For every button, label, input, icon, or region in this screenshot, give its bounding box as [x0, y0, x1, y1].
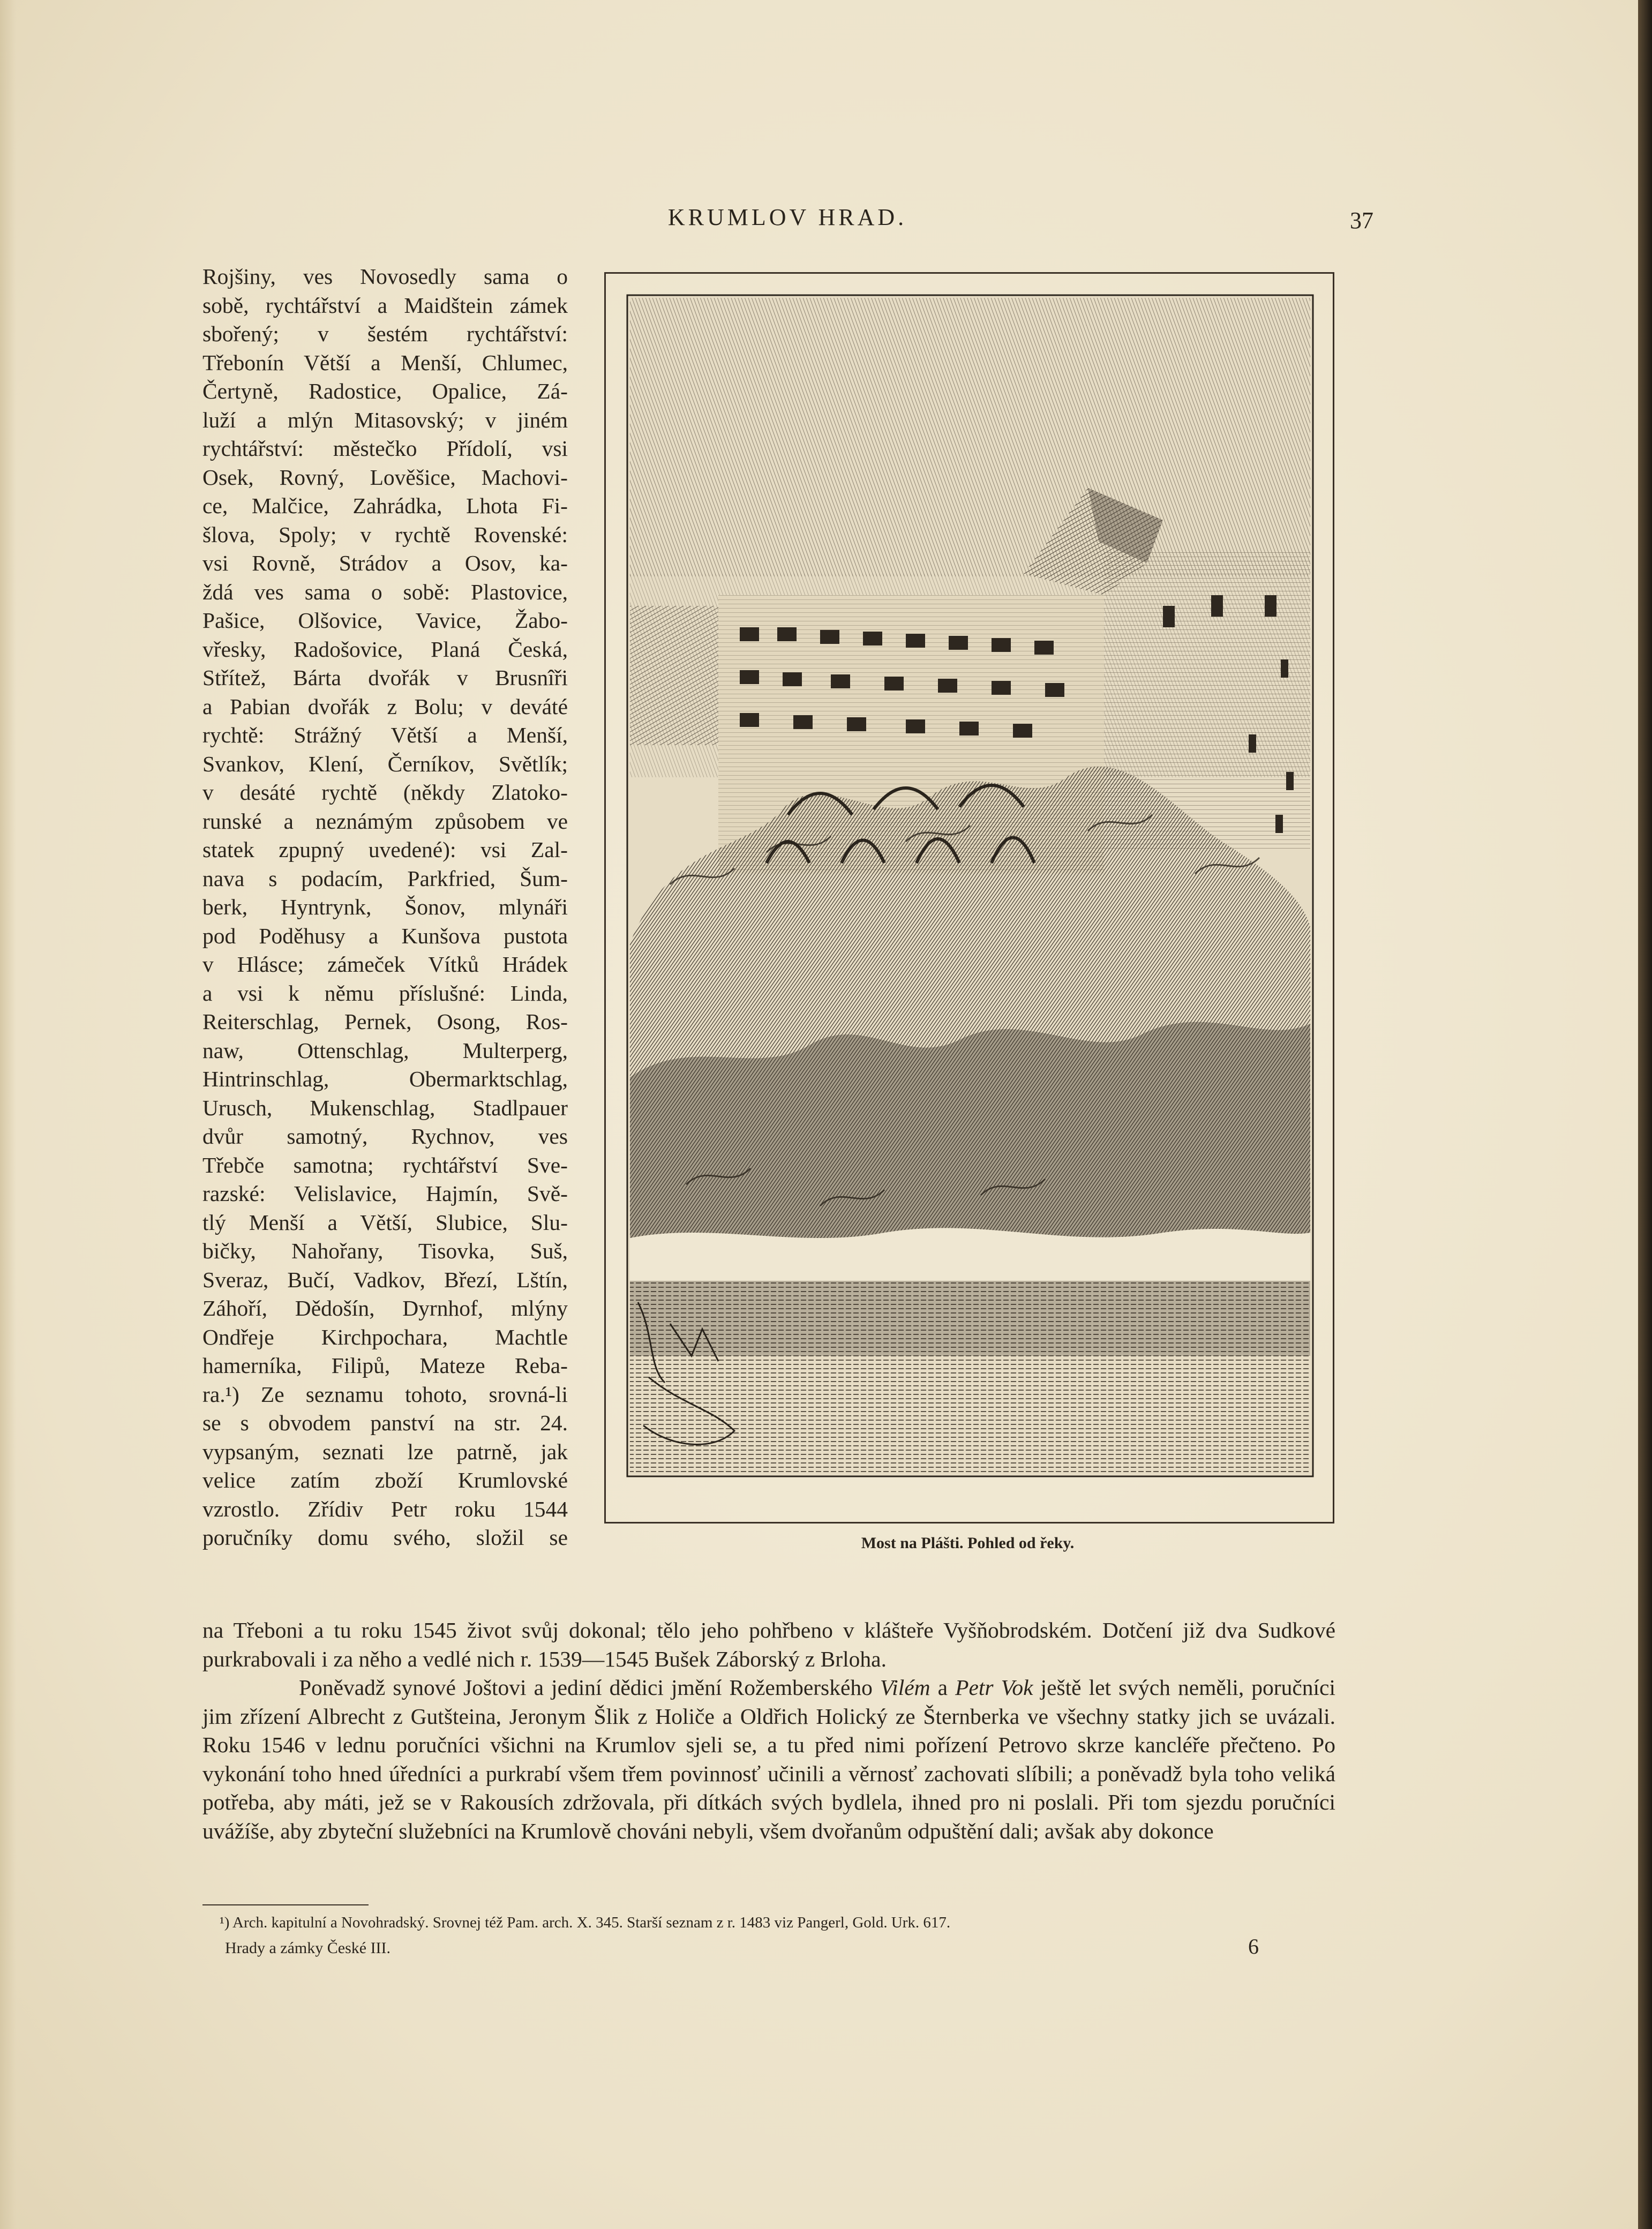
name-petr-vok: Petr Vok — [955, 1675, 1033, 1700]
text-line: velice zatím zboží Krumlovské — [202, 1468, 568, 1492]
paragraph-text-and: a — [930, 1675, 956, 1700]
text-line: Svankov, Klení, Černíkov, Světlík; — [202, 751, 568, 776]
text-line: v Hlásce; zámeček Vítků Hrádek — [202, 952, 568, 977]
text-line: tlý Menší a Větší, Slubice, Slu- — [202, 1210, 568, 1235]
text-line: bičky, Nahořany, Tisovka, Suš, — [202, 1239, 568, 1263]
text-line: poručníky domu svého, složil se — [202, 1525, 568, 1550]
page-edge-shadow — [1638, 0, 1652, 2229]
text-line: sobě, rychtářství a Maidštein zámek — [202, 292, 568, 318]
name-vilem: Vilém — [880, 1675, 930, 1700]
engraving-illustration — [606, 274, 1333, 1522]
left-text-column — [202, 262, 568, 1552]
page-number: 37 — [1350, 207, 1373, 234]
text-line: Osek, Rovný, Lověšice, Machovi- — [202, 464, 568, 490]
text-line: ce, Malčice, Zahrádka, Lhota Fi- — [202, 493, 568, 518]
text-line: Pašice, Olšovice, Vavice, Žabo- — [202, 608, 568, 633]
text-line: dvůr samotný, Rychnov, ves — [202, 1124, 568, 1149]
text-line: statek zpupný uvedené): vsi Zal- — [202, 837, 568, 862]
paragraph-text-start: Poněvadž synové Joštovi a jediní dědici jmění Rožemberského — [299, 1675, 880, 1700]
text-line: hamerníka, Filipů, Mateze Reba- — [202, 1353, 568, 1378]
text-line: Rojšiny, ves Novosedly sama o — [202, 264, 568, 289]
text-line: v desáté rychtě (někdy Zlatoko- — [202, 780, 568, 805]
paragraph-text-rest: ještě let svých neměli, poručníci jim zřízení Albrecht z Gutšteina, Jeronym Šlik z Holiče a Oldřich Holický ze Šternberka ve všechny statky jich se uvázali. Roku 1546 v lednu poručníci všichni na Krumlov sjeli se, a tu před nimi pořízení Petrovo skrze kancléře přečteno. Po vykonání toho hned úředníci a purkrabí všem třem povinnosť učinili a věrnosť zachovati slíbili; a poněvadž byla toho veliká potřeba, aby máti, jež se v Rakousích zdržovala, při dítkách svých bydlela, ihned pro ni poslali. Při tom sjezdu poručníci uvážíše, aby zbyteční služebníci na Krumlově chováni nebyli, všem dvořanům odpuštění dali; avšak aby dokonce — [202, 1675, 1336, 1843]
text-line: vypsaným, seznati lze patrně, jak — [202, 1439, 568, 1464]
running-title: KRUMLOV HRAD. — [667, 204, 907, 230]
text-line: razské: Velislavice, Hajmín, Svě- — [202, 1181, 568, 1206]
text-line: nava s podacím, Parkfried, Šum- — [202, 866, 568, 891]
text-line: rychtářství: městečko Přídolí, vsi — [202, 436, 568, 461]
footnote: ¹) Arch. kapitulní a Novohradský. Srovnej též Pam. arch. X. 345. Starší seznam z r. 1483 viz Pangerl, Gold. Urk. 617. — [220, 1914, 951, 1931]
text-line: Střítež, Bárta dvořák v Brusnîři — [202, 665, 568, 690]
text-line: ždá ves sama o sobě: Plastovice, — [202, 579, 568, 604]
text-line: berk, Hyntrynk, Šonov, mlynáři — [202, 895, 568, 919]
paragraph-continuation: na Třeboni a tu roku 1545 život svůj dokonal; tělo jeho pohřbeno v klášteře Vyšňobrodském. Dotčení již dva Sudkové purkrabovali i za něho a vedlé nich r. 1539—1545 Bušek Záborský z Brloha. — [202, 1618, 1335, 1671]
text-line: Ondřeje Kirchpochara, Machtle — [202, 1324, 568, 1349]
footnote-divider — [202, 1904, 369, 1905]
text-line: rychtě: Strážný Větší a Menší, — [202, 723, 568, 747]
text-line: ra.¹) Ze seznamu tohoto, srovná-li — [202, 1382, 568, 1407]
sheet-number: 6 — [1248, 1934, 1259, 1958]
printer-signature: Hrady a zámky České III. — [225, 1939, 391, 1957]
text-line: naw, Ottenschlag, Multerperg, — [202, 1038, 568, 1063]
text-line: Hintrinschlag, Obermarktschlag, — [202, 1067, 568, 1091]
text-line: šlova, Spoly; v rychtě Rovenské: — [202, 522, 568, 547]
page-gutter-shadow — [0, 0, 16, 2229]
text-line: vsi Rovně, Strádov a Osov, ka- — [202, 551, 568, 575]
text-line: Čertyně, Radostice, Opalice, Zá- — [202, 379, 568, 403]
text-line: Urusch, Mukenschlag, Stadlpauer — [202, 1095, 568, 1120]
text-line: pod Poděhusy a Kunšova pustota — [202, 923, 568, 948]
text-line: a vsi k němu příslušné: Linda, — [202, 980, 568, 1005]
figure-caption: Most na Plášti. Pohled od řeky. — [861, 1534, 1075, 1552]
paragraph-guardians — [202, 1673, 1335, 1845]
text-line: Třebonín Větší a Menší, Chlumec, — [202, 350, 568, 375]
text-line: Reiterschlag, Pernek, Osong, Ros- — [202, 1009, 568, 1034]
full-width-text — [202, 1616, 1335, 1845]
engraving-figure — [604, 272, 1334, 1523]
text-line: vzrostlo. Zřídiv Petr roku 1544 — [202, 1496, 568, 1521]
page-header — [0, 204, 1652, 241]
text-line: a Pabian dvořák z Bolu; v deváté — [202, 694, 568, 719]
text-line: se s obvodem panství na str. 24. — [202, 1410, 568, 1435]
text-line: Sveraz, Bučí, Vadkov, Březí, Lštín, — [202, 1267, 568, 1292]
text-line: vřesky, Radošovice, Planá Česká, — [202, 636, 568, 662]
text-line: luží a mlýn Mitasovský; v jiném — [202, 407, 568, 432]
text-line: Záhoří, Dědošín, Dyrnhof, mlýny — [202, 1296, 568, 1320]
text-line: Třebče samotna; rychtářství Sve- — [202, 1152, 568, 1177]
text-line: runské a neznámým způsobem ve — [202, 808, 568, 834]
text-line: sbořený; v šestém rychtářství: — [202, 321, 568, 346]
